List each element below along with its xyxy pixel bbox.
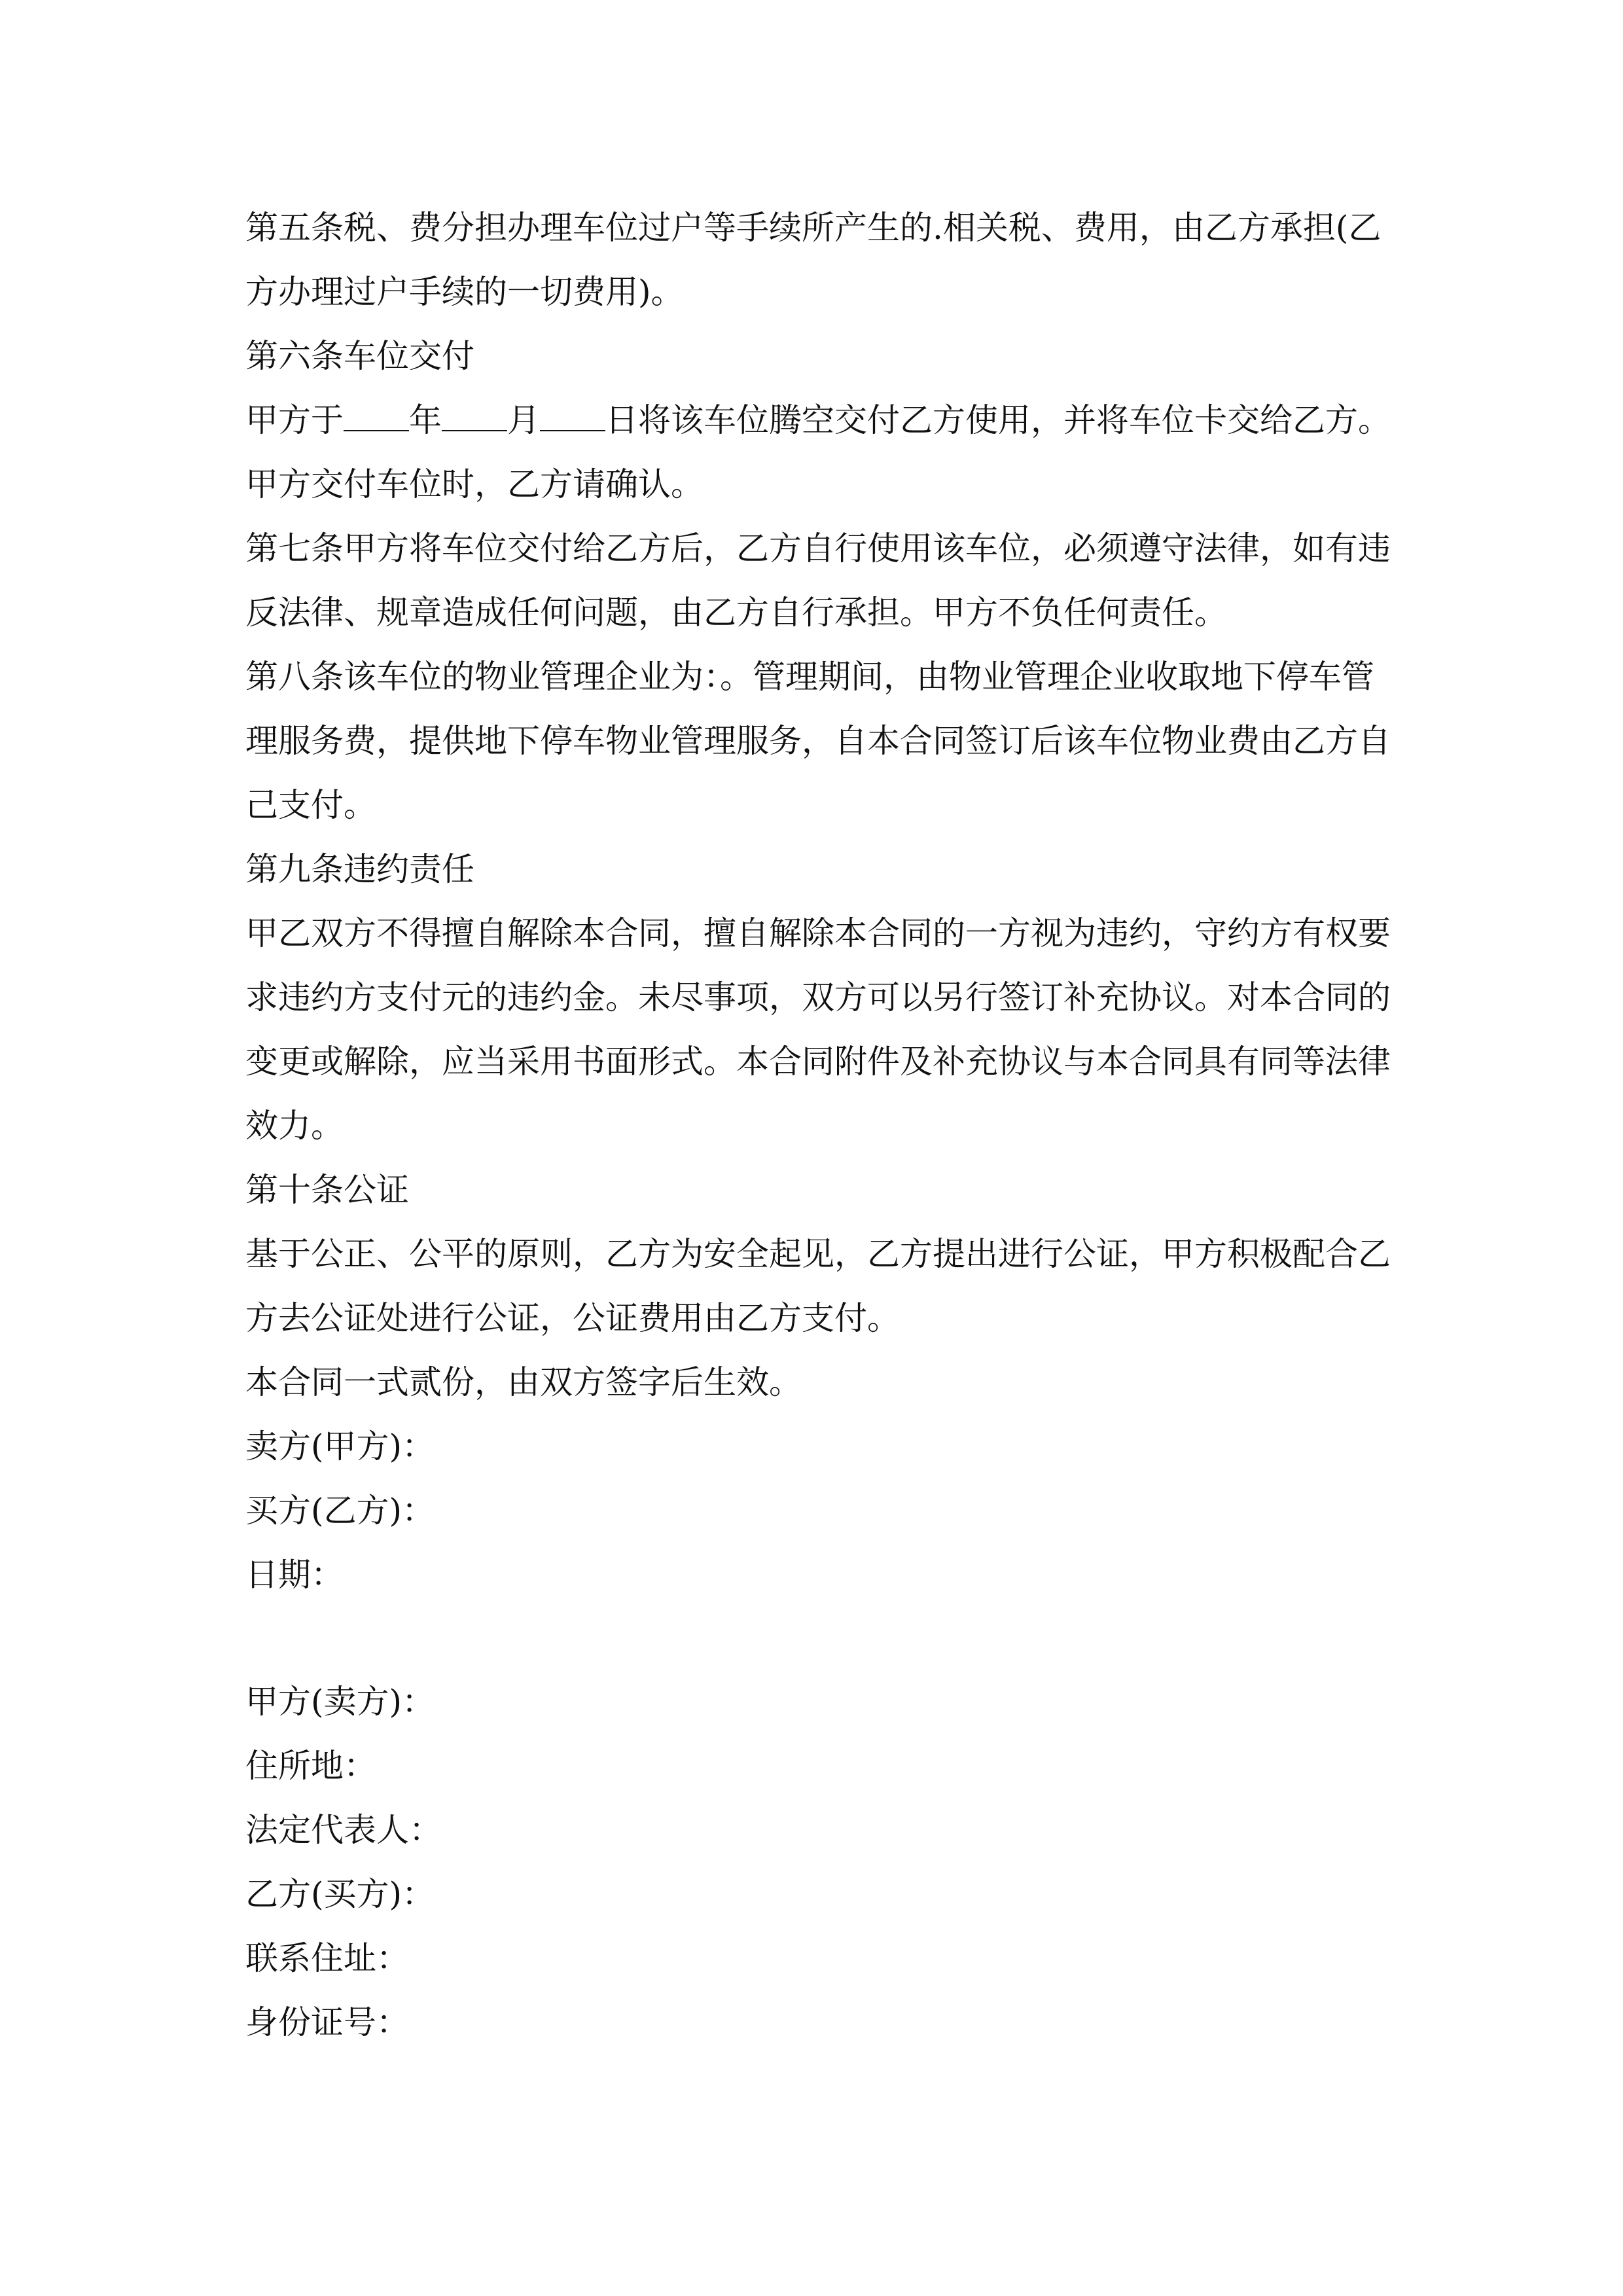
clause-10-heading: 第十条公证 bbox=[245, 1171, 409, 1209]
clause-8-line-2: 理服务费，提供地下停车物业管理服务，自本合同签订后该车位物业费由乙方自 bbox=[245, 722, 1391, 760]
clause-10-line-1: 基于公正、公平的原则，乙方为安全起见，乙方提出进行公证，甲方积极配合乙 bbox=[245, 1235, 1391, 1273]
clause-9-line-4: 效力。 bbox=[245, 1107, 344, 1145]
delivery-date-line bbox=[245, 401, 1436, 440]
legal-representative-label: 法定代表人： bbox=[245, 1811, 442, 1849]
clause-9-line-2: 求违约方支付元的违约金。未尽事项，双方可以另行签订补充协议。对本合同的 bbox=[245, 978, 1391, 1016]
clause-6-heading: 第六条车位交付 bbox=[245, 337, 474, 375]
month-blank bbox=[442, 404, 507, 431]
delivery-prefix: 甲方于 bbox=[245, 401, 344, 439]
clause-9-line-3: 变更或解除，应当采用书面形式。本合同附件及补充协议与本合同具有同等法律 bbox=[245, 1043, 1391, 1081]
clause-7-line-1: 第七条甲方将车位交付给乙方后，乙方自行使用该车位，必须遵守法律，如有违 bbox=[245, 529, 1391, 567]
delivery-confirm-line: 甲方交付车位时，乙方请确认。 bbox=[245, 465, 704, 503]
clause-5-line-2: 方办理过户手续的一切费用)。 bbox=[245, 273, 684, 311]
clause-8-line-3: 己支付。 bbox=[245, 786, 376, 824]
copies-statement: 本合同一式贰份，由双方签字后生效。 bbox=[245, 1363, 802, 1401]
year-label: 年 bbox=[409, 401, 442, 439]
contact-address-label: 联系住址： bbox=[245, 1939, 409, 1977]
clause-10-line-2: 方去公证处进行公证，公证费用由乙方支付。 bbox=[245, 1299, 900, 1337]
residence-label: 住所地： bbox=[245, 1747, 376, 1785]
party-b-label: 乙方(买方)： bbox=[245, 1875, 435, 1913]
day-blank bbox=[540, 404, 605, 431]
year-blank bbox=[344, 404, 409, 431]
clause-7-line-2: 反法律、规章造成任何问题，由乙方自行承担。甲方不负任何责任。 bbox=[245, 594, 1227, 632]
party-a-label: 甲方(卖方)： bbox=[245, 1683, 435, 1721]
delivery-suffix: 日将该车位腾空交付乙方使用，并将车位卡交给乙方。 bbox=[605, 401, 1391, 439]
month-label: 月 bbox=[507, 401, 540, 439]
clause-9-line-1: 甲乙双方不得擅自解除本合同，擅自解除本合同的一方视为违约，守约方有权要 bbox=[245, 914, 1391, 952]
buyer-label: 买方(乙方)： bbox=[245, 1492, 435, 1530]
id-number-label: 身份证号： bbox=[245, 2003, 409, 2041]
clause-9-heading: 第九条违约责任 bbox=[245, 850, 474, 888]
clause-5-line-1: 第五条税、费分担办理车位过户等手续所产生的.相关税、费用，由乙方承担(乙 bbox=[245, 209, 1382, 247]
seller-label: 卖方(甲方)： bbox=[245, 1427, 435, 1465]
date-label: 日期： bbox=[245, 1556, 344, 1594]
clause-8-line-1: 第八条该车位的物业管理企业为：。管理期间，由物业管理企业收取地下停车管 bbox=[245, 658, 1374, 696]
